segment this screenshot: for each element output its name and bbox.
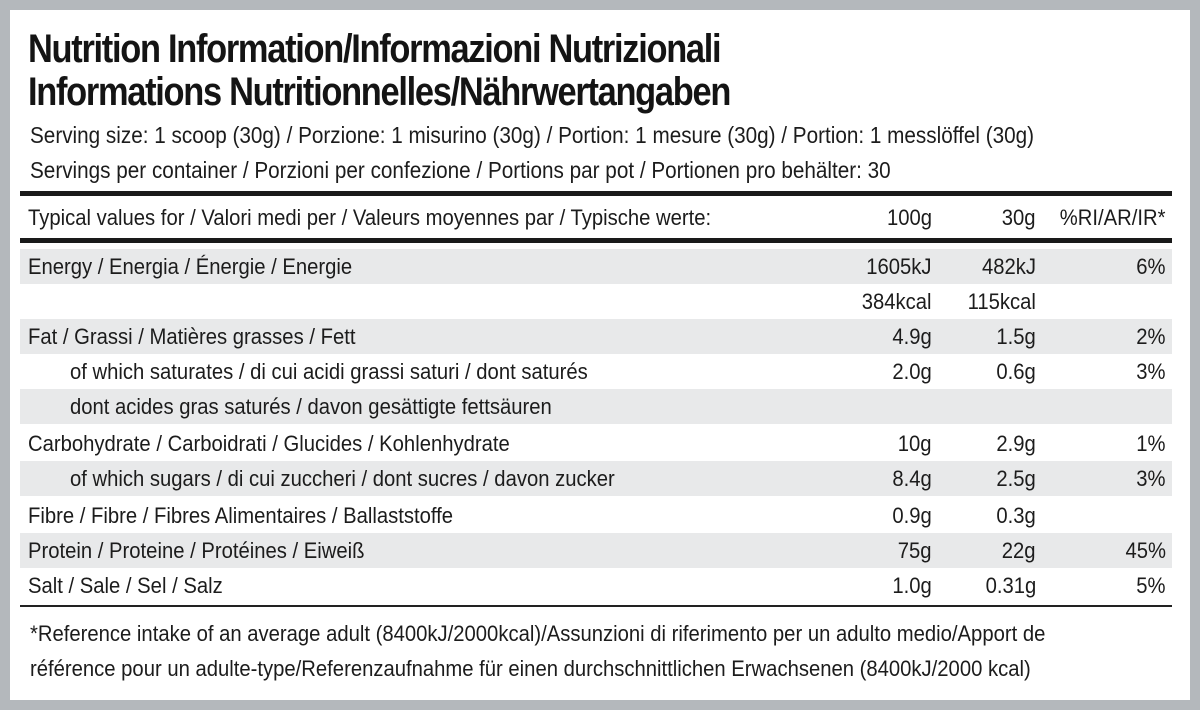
title-line-1: Nutrition Information/Informazioni Nutrizionali — [28, 27, 721, 71]
serving-size: Serving size: 1 scoop (30g) / Porzione: 1 misurino (30g) / Portion: 1 mesure (30g) / Portion: 1 messlöffel (30g) — [30, 122, 1035, 148]
row-label: Fat / Grassi / Matières grasses / Fett — [28, 324, 356, 349]
row-label: Fibre / Fibre / Fibres Alimentaires / Ballaststoffe — [28, 503, 454, 528]
row-label: Carbohydrate / Carboidrati / Glucides / Kohlenhydrate — [28, 431, 510, 456]
row-value-ri: 6% — [1136, 254, 1166, 279]
table-row-energy-kcal — [20, 284, 1172, 319]
footnote-line-2: référence pour un adulte-type/Referenzaufnahme für einen durchschnittlichen Erwachsenen (8400kJ/2000 kcal) — [30, 656, 1031, 681]
header-ri: %RI/AR/IR* — [1060, 205, 1166, 230]
row-value-30g: 2.5g — [996, 466, 1036, 491]
row-label: Protein / Proteine / Protéines / Eiweiß — [28, 538, 365, 563]
row-value-30g: 22g — [1002, 538, 1036, 563]
row-value-ri: 3% — [1136, 466, 1166, 491]
row-value-30g: 0.31g — [985, 573, 1036, 598]
header-100g: 100g — [886, 205, 932, 230]
row-label: of which saturates / di cui acidi grassi saturi / dont saturés — [70, 359, 588, 384]
row-value-30g: 2.9g — [996, 431, 1036, 456]
row-value-30g: 482kJ — [981, 254, 1036, 279]
row-value-ri: 5% — [1136, 573, 1166, 598]
row-label: Salt / Sale / Sel / Salz — [28, 573, 223, 598]
table-row-fat — [20, 319, 1172, 354]
title-line-2: Informations Nutritionnelles/Nährwertangaben — [28, 70, 731, 114]
row-value-100g: 1.0g — [892, 573, 932, 598]
row-value-100g: 10g — [898, 431, 932, 456]
table-top-rule — [20, 191, 1172, 196]
row-value-100g: 75g — [898, 538, 932, 563]
row-value-30g: 0.6g — [996, 359, 1036, 384]
table-header-row — [20, 200, 1172, 235]
row-value-30g: 115kcal — [967, 289, 1036, 314]
row-value-100g: 2.0g — [892, 359, 932, 384]
footnote-line-1: *Reference intake of an average adult (8400kJ/2000kcal)/Assunzioni di riferimento per un adulto medio/Apport de — [30, 621, 1046, 646]
row-value-100g: 8.4g — [892, 466, 932, 491]
row-value-ri: 45% — [1125, 538, 1166, 563]
table-row-fibre — [20, 498, 1172, 533]
table-row-saturates — [20, 354, 1172, 389]
row-value-100g: 384kcal — [862, 289, 932, 314]
table-bottom-rule — [20, 605, 1172, 607]
row-value-ri: 3% — [1136, 359, 1166, 384]
table-row-protein — [20, 533, 1172, 568]
table-row-sugars — [20, 461, 1172, 496]
row-value-30g: 1.5g — [996, 324, 1036, 349]
table-row-saturates-continued — [20, 389, 1172, 424]
header-label: Typical values for / Valori medi per / Valeurs moyennes par / Typische werte: — [28, 205, 712, 230]
row-value-100g: 1605kJ — [866, 254, 932, 279]
row-value-30g: 0.3g — [996, 503, 1036, 528]
header-30g: 30g — [1002, 205, 1036, 230]
row-value-ri: 1% — [1136, 431, 1166, 456]
row-label: of which sugars / di cui zuccheri / dont sucres / davon zucker — [70, 466, 615, 491]
servings-per-container: Servings per container / Porzioni per confezione / Portions par pot / Portionen pro behälter: 30 — [30, 157, 891, 183]
row-label: Energy / Energia / Énergie / Energie — [28, 254, 353, 279]
table-row-carbohydrate — [20, 426, 1172, 461]
row-label: dont acides gras saturés / davon gesättigte fettsäuren — [70, 394, 552, 419]
row-value-ri: 2% — [1136, 324, 1166, 349]
row-value-100g: 0.9g — [892, 503, 932, 528]
table-header-rule — [20, 238, 1172, 243]
table-row-salt — [20, 568, 1172, 603]
table-row-energy — [20, 249, 1172, 284]
row-value-100g: 4.9g — [892, 324, 932, 349]
